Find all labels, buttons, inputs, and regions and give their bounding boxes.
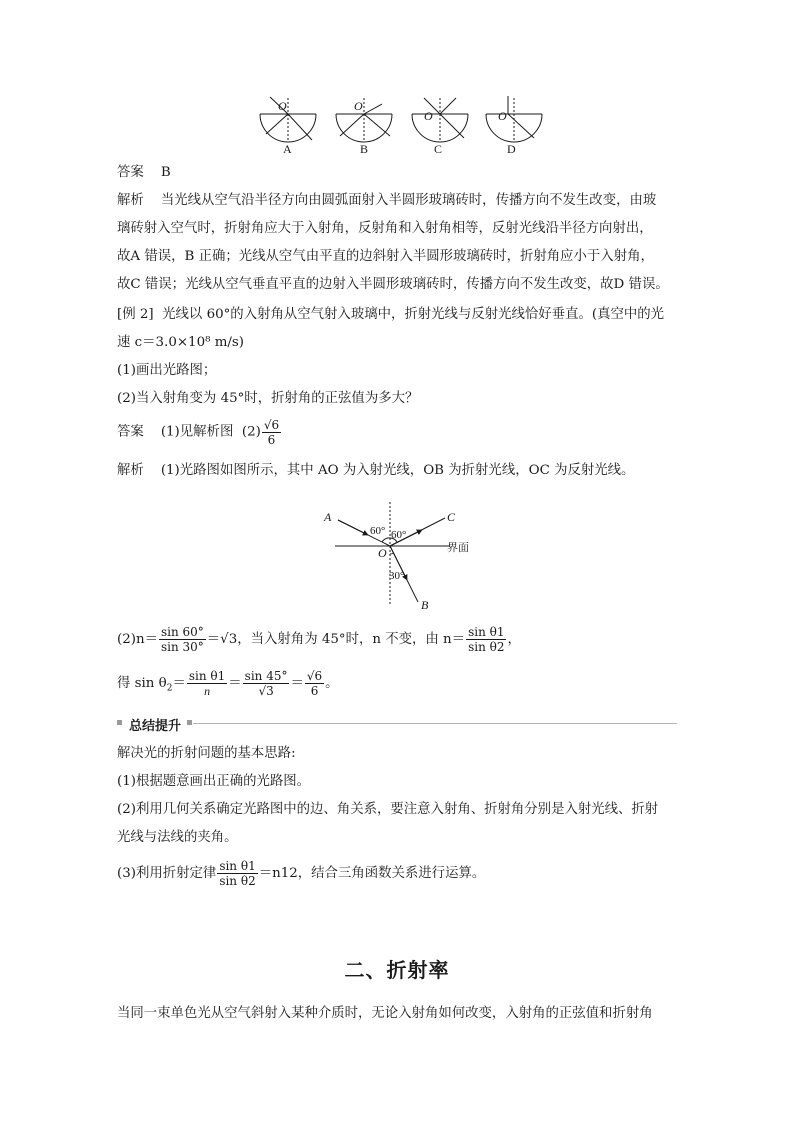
ray-label-a: A [324,510,332,524]
analysis-1-line-4: 故C 错误；光线从空气垂直平直的边射入半圆形玻璃砖时，传播方向不发生改变，故D 错误。 [117,277,669,292]
option-d-point-o: O [498,109,507,123]
answer-1 [117,164,171,182]
analysis-2-line-1: 解析 (1)光路图如图所示，其中 AO 为入射光线，OB 为折射光线，OC 为反射光线。 [117,463,635,478]
answer-1-value: B [160,165,171,180]
ray-label-o: O [378,546,387,560]
option-b-diagram [336,98,392,142]
option-b-point-o: O [354,99,363,113]
analysis-1-line-3: 故A 错误，B 正确；光线从空气由平直的边斜射入半圆形玻璃砖时，折射角应小于入射角， [117,249,654,264]
section-heading: 二、折射率 [344,958,450,982]
answer-2: 答案 (1)见解析图 (2) $\frac{√6}{6}$ [117,418,280,447]
summary-title: 总结提升 [129,719,182,734]
analysis-1-line-2: 璃砖射入空气时，折射角应大于入射角，反射角和入射角相等，反射光线沿半径方向射出， [117,221,653,236]
analysis-1-label: 解析 [117,193,144,208]
option-c-diagram [412,98,468,142]
analysis-2-equation-2: 得 $\sin \theta_2=$ $\frac{\text{sin θ1}}{n}$ ＝ $\frac{\sin 45^\circ}{√3}$ ＝ $\frac{√6}{6}$ 。 [117,669,339,698]
option-label-d: D [507,142,516,156]
summary-step-2a: (2)利用几何关系确定光路图中的边、角关系，要注意入射角、折射角分别是入射光线、折射 [117,802,659,817]
answer-2-label: 答案 [117,424,144,440]
ray-label-b: B [421,598,429,612]
example-2-tag: [例 2] [117,307,154,322]
example-2-line-2: 速 c＝3.0×10⁸ m/s) [117,335,245,350]
analysis-1-line-1: 解析 当光线从空气沿半径方向由圆弧面射入半圆形玻璃砖时，传播方向不发生改变，由玻 [117,193,657,208]
section-paragraph: 当同一束单色光从空气斜射入某种介质时，无论入射角如何改变，入射角的正弦值和折射角 [117,1006,653,1021]
summary-header [117,715,677,734]
option-label-b: B [360,142,369,156]
angle-incident: 60° [370,525,386,537]
summary-marker-icon [117,720,122,725]
answer-1-label: 答案 [117,165,144,180]
option-c-point-o: O [424,109,433,123]
analysis-2-equation-1: (2)n＝ $\frac{\sin 60^\circ}{\sin 30^\circ}$ ＝√3，当入射角为 45°时，n 不变，由 n＝ $\frac{\text{sin θ1}}{\text{sin θ2}}$ ， [117,625,521,654]
example-2-question-1: (1)画出光路图； [117,363,217,378]
option-label-a: A [283,142,292,156]
summary-rule [193,723,677,724]
option-a-point-o: O [278,99,287,113]
option-a-diagram [260,97,316,142]
option-label-c: C [434,142,443,156]
option-figures [250,92,550,158]
example-2-question-2: (2)当入射角变为 45°时，折射角的正弦值为多大？ [117,391,419,406]
answer-2-fraction: $\frac{√6}{6}$ [263,418,280,447]
example-2-line-1: [例 2] 光线以 60°的入射角从空气射入玻璃中，折射光线与反射光线恰好垂直。(真空中的光 [117,307,665,322]
summary-step-1: (1)根据题意画出正确的光路图。 [117,774,311,789]
angle-refract: 30° [389,570,405,582]
summary-intro: 解决光的折射问题的基本思路: [117,746,296,761]
option-d-diagram [486,96,542,142]
summary-step-2b: 光线与法线的夹角。 [117,830,238,845]
analysis-2-label: 解析 [117,463,144,478]
ray-label-c: C [447,510,456,524]
summary-marker-icon-2 [187,720,192,725]
interface-label: 界面 [447,542,469,554]
summary-step-3: (3)利用折射定律 $\frac{\text{sin θ1}}{\text{sin θ2}}$ ＝n12，结合三角函数关系进行运算。 [117,859,486,888]
angle-reflect: 60° [391,529,407,541]
